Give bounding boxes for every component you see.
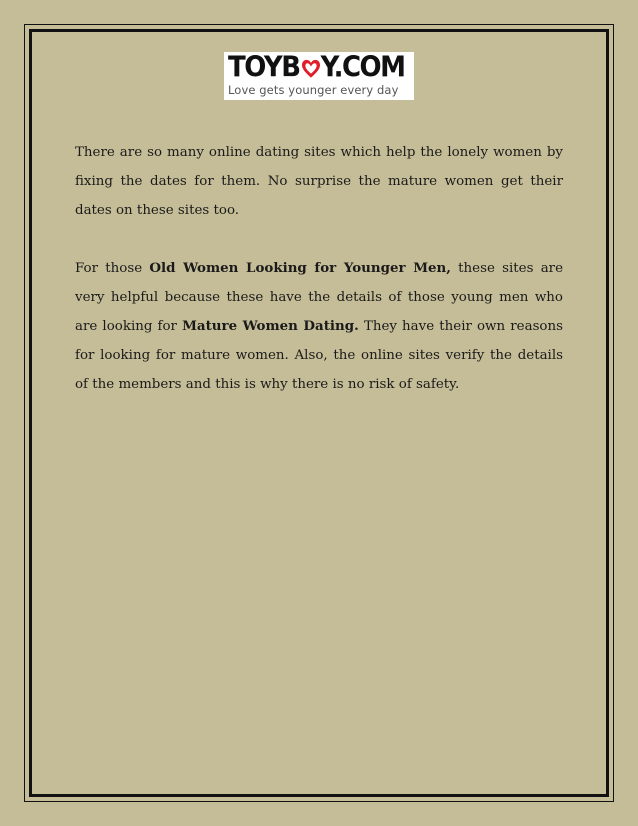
logo-tagline: Love gets younger every day bbox=[228, 83, 399, 97]
document-body bbox=[75, 138, 563, 399]
heart-icon bbox=[301, 58, 321, 80]
toybay-logo bbox=[224, 52, 414, 100]
paragraph-details bbox=[75, 254, 563, 399]
keyword-old-women-link-text: Old Women Looking for Younger Men, bbox=[149, 260, 451, 276]
logo-wordmark bbox=[228, 51, 410, 85]
paragraph-text: For those bbox=[75, 261, 150, 276]
paragraph-intro: There are so many online dating sites which help the lonely women by fixing the dates for them. No surprise the mature women get their dates on these sites too. bbox=[75, 145, 563, 218]
paragraph-text: They have their own reasons for looking for mature women. Also, the online sites verify the details of the members and this is why there is no risk of safety. bbox=[75, 319, 563, 392]
paragraph-text: these sites are very helpful because these have the details of those young men who are looking for bbox=[75, 261, 564, 334]
keyword-mature-women-dating: Mature Women Dating. bbox=[182, 318, 359, 334]
logo-brand-prefix: TOYB bbox=[228, 51, 300, 85]
logo-brand-suffix: Y.COM bbox=[320, 51, 405, 85]
